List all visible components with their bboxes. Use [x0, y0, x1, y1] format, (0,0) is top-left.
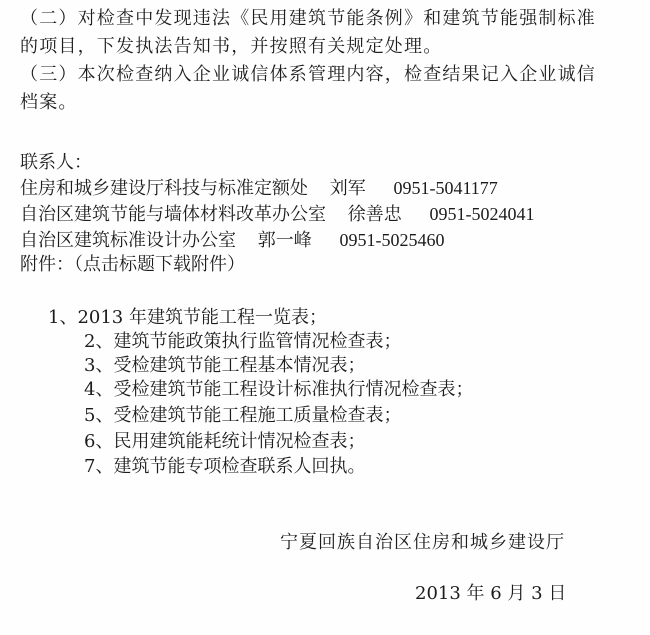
contact-department: 自治区建筑标准设计办公室 — [20, 230, 236, 251]
attachment-item[interactable]: 7、建筑节能专项检查联系人回执。 — [84, 456, 366, 477]
contact-row — [20, 229, 444, 252]
attachment-item[interactable]: 3、受检建筑节能工程基本情况表； — [84, 355, 366, 376]
paragraph-3-line-1: （三）本次检查纳入企业诚信体系管理内容，检查结果记入企业诚信 — [20, 64, 596, 85]
contact-department: 自治区建筑节能与墙体材料改革办公室 — [20, 204, 326, 225]
contacts-title: 联系人： — [20, 152, 92, 173]
attachments-label: 附件：（点击标题下载附件） — [20, 254, 245, 275]
contact-phone: 0951-5041177 — [393, 178, 498, 198]
attachment-item[interactable]: 5、受检建筑节能工程施工质量检查表； — [84, 405, 402, 426]
attachment-item[interactable]: 2、建筑节能政策执行监管情况检查表； — [84, 331, 402, 352]
contact-department: 住房和城乡建设厅科技与标准定额处 — [20, 178, 308, 199]
attachment-item[interactable]: 1、2013 年建筑节能工程一览表； — [48, 307, 327, 328]
paragraph-2-line-2: 的项目，下发执法告知书，并按照有关规定处理。 — [20, 36, 443, 57]
contact-row — [20, 203, 534, 226]
contact-phone: 0951-5024041 — [429, 204, 535, 224]
issuer-signature: 宁夏回族自治区住房和城乡建设厅 — [280, 532, 565, 553]
paragraph-3-line-2: 档案。 — [20, 92, 78, 113]
contact-row — [20, 177, 498, 200]
contact-name: 刘军 — [329, 178, 366, 199]
contact-name: 郭一峰 — [257, 230, 312, 251]
contact-name: 徐善忠 — [347, 204, 402, 225]
attachment-item[interactable]: 4、受检建筑节能工程设计标准执行情况检查表； — [84, 379, 474, 400]
paragraph-2-line-1: （二）对检查中发现违法《民用建筑节能条例》和建筑节能强制标准 — [20, 8, 596, 29]
contact-phone: 0951-5025460 — [339, 230, 445, 250]
attachment-item[interactable]: 6、民用建筑能耗统计情况检查表； — [84, 431, 366, 452]
issue-date: 2013 年 6 月 3 日 — [415, 583, 567, 604]
